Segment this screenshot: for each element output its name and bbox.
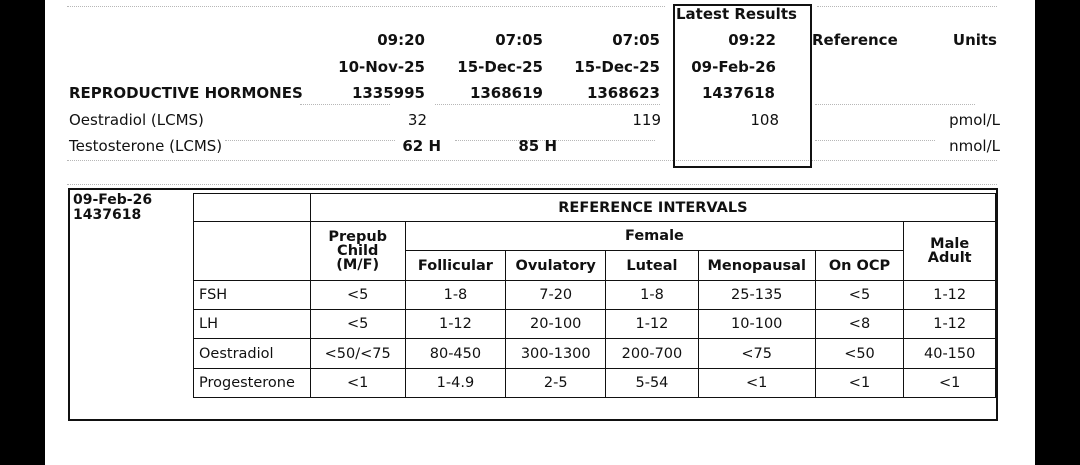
interval-cell: 5-54 [606,369,699,398]
reference-date: 09-Feb-26 [73,192,153,208]
female-header: Female [405,222,904,251]
result-value: 119 [632,111,661,129]
interval-cell: 200-700 [606,339,699,369]
interval-cell: <5 [310,281,405,310]
result-value: 108 [750,111,779,129]
result-value: 32 [407,111,427,129]
col4-time: 09:22 [728,31,776,49]
latest-results-label: Latest Results [676,5,797,23]
scan-noise [815,104,975,111]
scan-noise [67,160,997,167]
interval-cell: 1-12 [904,281,996,310]
interval-cell: <1 [698,369,815,398]
scan-noise [817,6,997,13]
scan-noise [300,104,390,111]
test-name: Testosterone (LCMS) [69,137,223,155]
test-name: Oestradiol (LCMS) [69,111,204,129]
interval-cell: 1-12 [606,310,699,339]
reference-sample-info [73,193,152,223]
table-row [194,369,996,398]
female-phase-header: Luteal [606,251,699,281]
col3-date: 15-Dec-25 [574,58,660,76]
result-units: pmol/L [949,111,1000,129]
scan-noise [435,104,660,111]
interval-cell: 1-12 [405,310,506,339]
interval-cell: <5 [310,310,405,339]
interval-cell: 40-150 [904,339,996,369]
analyte-name: LH [194,310,311,339]
col3-id: 1368623 [586,84,660,102]
reference-title: REFERENCE INTERVALS [310,194,995,222]
interval-cell: 80-450 [405,339,506,369]
col3-time: 07:05 [612,31,660,49]
interval-cell: 25-135 [698,281,815,310]
analyte-name: Oestradiol [194,339,311,369]
male-line: Adult [927,250,972,266]
col2-date: 15-Dec-25 [457,58,543,76]
blank-cell [194,222,311,281]
interval-cell: <1 [815,369,904,398]
prepub-line: (M/F) [336,257,380,273]
interval-cell: <50/<75 [310,339,405,369]
interval-cell: <1 [904,369,996,398]
table-row [194,339,996,369]
report-page [45,0,1035,465]
interval-cell: 10-100 [698,310,815,339]
col4-date: 09-Feb-26 [691,58,776,76]
interval-cell: <1 [310,369,405,398]
reference-column-header: Reference [812,31,898,49]
interval-cell: <75 [698,339,815,369]
col4-id: 1437618 [701,84,775,102]
female-phase-header: Follicular [405,251,506,281]
col2-id: 1368619 [469,84,543,102]
interval-cell: <50 [815,339,904,369]
col2-time: 07:05 [495,31,543,49]
corner-cell [194,194,311,222]
female-phase-header: On OCP [815,251,904,281]
reference-intervals-panel [68,188,998,421]
interval-cell: 1-12 [904,310,996,339]
interval-cell: 2-5 [506,369,606,398]
interval-cell: 300-1300 [506,339,606,369]
reference-intervals-table [193,193,996,398]
result-value-high: 62 H [402,137,441,155]
male-adult-header [904,222,996,281]
female-phase-header: Ovulatory [506,251,606,281]
interval-cell: 1-8 [606,281,699,310]
result-units: nmol/L [949,137,1000,155]
male-line: Male [930,236,970,252]
table-row [194,281,996,310]
interval-cell: 1-8 [405,281,506,310]
interval-cell: <8 [815,310,904,339]
units-column-header: Units [952,31,997,49]
analyte-name: Progesterone [194,369,311,398]
interval-cell: <5 [815,281,904,310]
interval-cell: 1-4.9 [405,369,506,398]
prepub-line: Prepub [328,229,388,245]
analyte-name: FSH [194,281,311,310]
table-row [194,310,996,339]
col1-time: 09:20 [377,31,425,49]
prepub-child-header [310,222,405,281]
col1-id: 1335995 [351,84,425,102]
prepub-line: Child [337,243,379,259]
scan-noise [67,6,665,13]
result-value-high: 85 H [518,137,557,155]
col1-date: 10-Nov-25 [338,58,425,76]
female-phase-header: Menopausal [698,251,815,281]
interval-cell: 7-20 [506,281,606,310]
section-title: REPRODUCTIVE HORMONES [69,84,303,102]
interval-cell: 20-100 [506,310,606,339]
reference-sample-id: 1437618 [73,207,142,223]
